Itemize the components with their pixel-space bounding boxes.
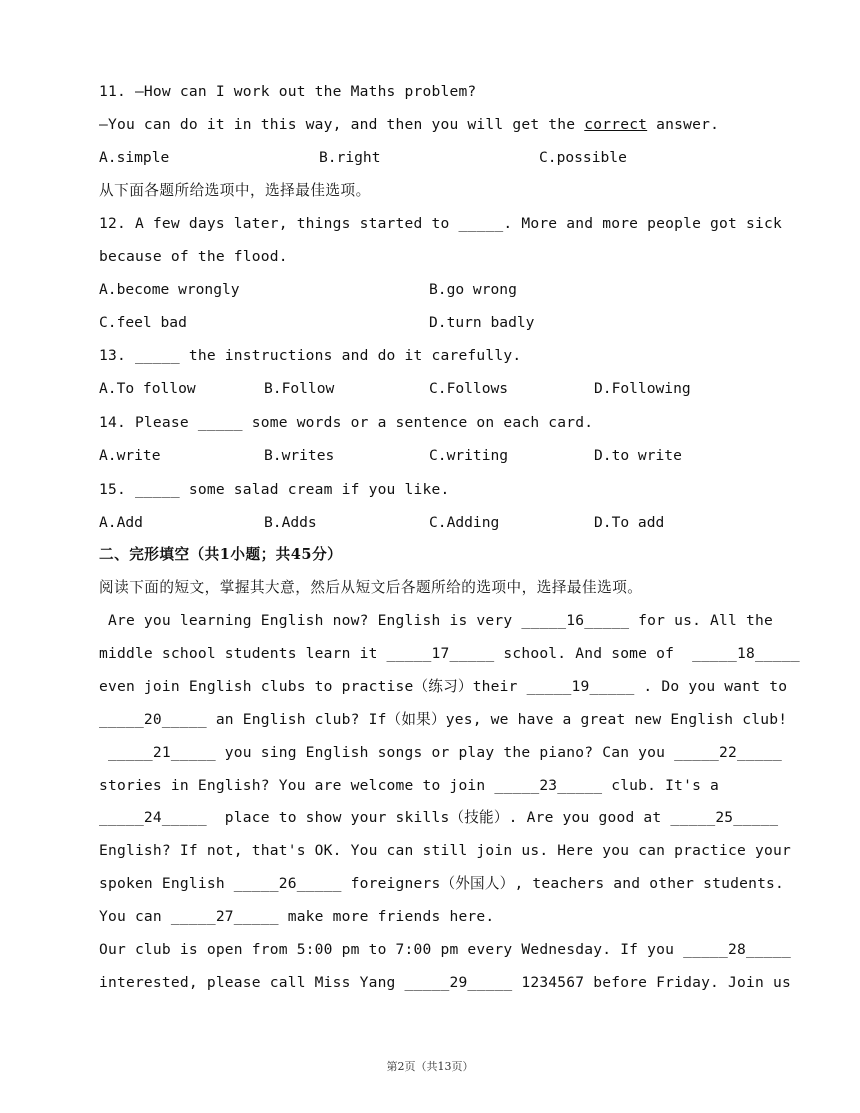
q12-option-b[interactable]: B.go wrong bbox=[429, 281, 517, 298]
section-heading: 二、完形填空（共1小题；共45分） bbox=[99, 546, 343, 563]
instruction: 从下面各题所给选项中，选择最佳选项。 bbox=[99, 182, 371, 199]
q12-option-c[interactable]: C.feel bad bbox=[99, 314, 187, 331]
q12-stem-line1: 12. A few days later, things started to _____. More and more people got sick bbox=[99, 215, 782, 232]
q13-option-c[interactable]: C.Follows bbox=[429, 380, 509, 397]
passage-line: You can _____27_____ make more friends here. bbox=[99, 908, 495, 925]
q13-option-a[interactable]: A.To follow bbox=[99, 380, 196, 397]
q13-stem: 13. _____ the instructions and do it carefully. bbox=[99, 347, 522, 364]
section-instruction: 阅读下面的短文，掌握其大意，然后从短文后各题所给的选项中，选择最佳选项。 bbox=[99, 579, 643, 596]
passage-line: stories in English? You are welcome to join _____23_____ club. It's a bbox=[99, 777, 720, 794]
q11-line2 bbox=[99, 115, 719, 135]
passage-line: interested, please call Miss Yang _____29_____ 1234567 before Friday. Join us bbox=[99, 974, 791, 991]
passage-line: _____24_____ place to show your skills（技能）. Are you good at _____25_____ bbox=[99, 809, 779, 826]
q14-option-b[interactable]: B.writes bbox=[264, 447, 335, 464]
q15-option-b[interactable]: B.Adds bbox=[264, 514, 317, 531]
q15-option-d[interactable]: D.To add bbox=[594, 514, 665, 531]
q11-underlined-word: correct bbox=[584, 116, 648, 133]
passage-line: middle school students learn it _____17_____ school. And some of _____18_____ bbox=[99, 645, 800, 662]
passage-line: _____21_____ you sing English songs or play the piano? Can you _____22_____ bbox=[99, 744, 782, 761]
q11-stem: 11. —How can I work out the Maths problem? bbox=[99, 83, 477, 100]
q11-option-c[interactable]: C.possible bbox=[539, 149, 627, 166]
q13-option-b[interactable]: B.Follow bbox=[264, 380, 335, 397]
passage-line: English? If not, that's OK. You can still join us. Here you can practice your bbox=[99, 842, 791, 859]
q11-line2-post: answer. bbox=[647, 116, 720, 133]
q11-option-b[interactable]: B.right bbox=[319, 149, 381, 166]
q13-option-d[interactable]: D.Following bbox=[594, 380, 691, 397]
passage-line: even join English clubs to practise（练习）their _____19_____ . Do you want to bbox=[99, 678, 788, 695]
q11-option-a[interactable]: A.simple bbox=[99, 149, 170, 166]
q14-option-c[interactable]: C.writing bbox=[429, 447, 509, 464]
page-footer: 第2页（共13页） bbox=[386, 1060, 474, 1073]
q14-stem: 14. Please _____ some words or a sentence on each card. bbox=[99, 414, 594, 431]
q15-option-c[interactable]: C.Adding bbox=[429, 514, 500, 531]
q11-line2-pre: —You can do it in this way, and then you will get the bbox=[99, 116, 585, 133]
q15-stem: 15. _____ some salad cream if you like. bbox=[99, 481, 450, 498]
passage-line: _____20_____ an English club? If（如果）yes, we have a great new English club! bbox=[99, 711, 788, 728]
q14-option-a[interactable]: A.write bbox=[99, 447, 161, 464]
q12-option-d[interactable]: D.turn badly bbox=[429, 314, 535, 331]
passage-line: Our club is open from 5:00 pm to 7:00 pm every Wednesday. If you _____28_____ bbox=[99, 941, 791, 958]
q12-stem-line2: because of the flood. bbox=[99, 248, 288, 265]
passage-line: spoken English _____26_____ foreigners（外国人）, teachers and other students. bbox=[99, 875, 785, 892]
q14-option-d[interactable]: D.to write bbox=[594, 447, 682, 464]
q15-option-a[interactable]: A.Add bbox=[99, 514, 143, 531]
passage-line: Are you learning English now? English is very _____16_____ for us. All the bbox=[99, 612, 773, 629]
q12-option-a[interactable]: A.become wrongly bbox=[99, 281, 240, 298]
